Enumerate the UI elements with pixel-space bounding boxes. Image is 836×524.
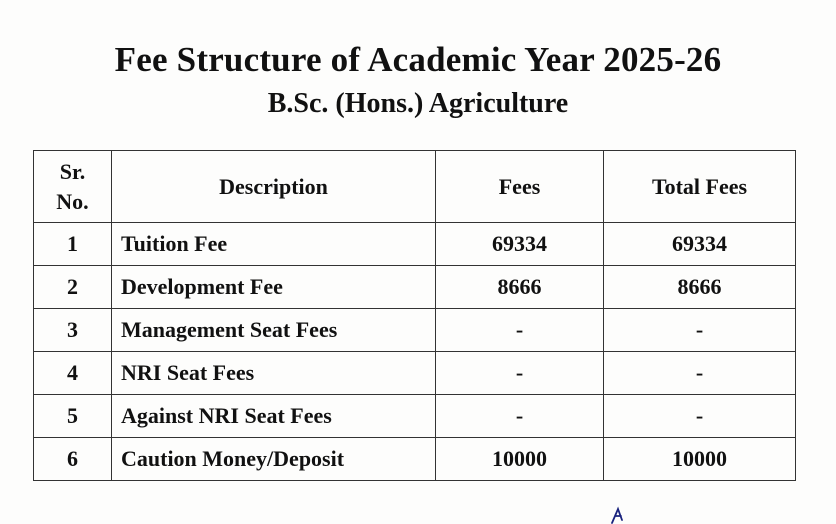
row-fees: - [436,395,604,438]
signature-mark [610,506,640,524]
row-sr: 2 [34,266,112,309]
row-description: Tuition Fee [112,223,436,266]
row-description: Caution Money/Deposit [112,438,436,481]
header-total-fees: Total Fees [604,151,796,223]
header-sr-line2: No. [56,188,89,214]
row-description: Development Fee [112,266,436,309]
row-total: - [604,309,796,352]
header-sr-line1: Sr. [59,158,86,184]
row-fees: - [436,352,604,395]
row-sr: 5 [34,395,112,438]
row-fees: 69334 [436,223,604,266]
table-header-row [34,151,796,223]
header-sr-no [34,151,112,223]
row-fees: 8666 [436,266,604,309]
row-sr: 3 [34,309,112,352]
row-sr: 6 [34,438,112,481]
table-row [34,266,796,309]
row-fees: - [436,309,604,352]
table-row [34,309,796,352]
row-description: Against NRI Seat Fees [112,395,436,438]
header-fees: Fees [436,151,604,223]
table-row [34,438,796,481]
row-total: 10000 [604,438,796,481]
table-row [34,395,796,438]
row-fees: 10000 [436,438,604,481]
row-total: 69334 [604,223,796,266]
page-title: Fee Structure of Academic Year 2025-26 [114,40,722,79]
row-description: Management Seat Fees [112,309,436,352]
row-sr: 1 [34,223,112,266]
row-total: - [604,352,796,395]
header-description: Description [112,151,436,223]
row-sr: 4 [34,352,112,395]
course-subtitle: B.Sc. (Hons.) Agriculture [267,88,569,119]
row-total: 8666 [604,266,796,309]
row-description: NRI Seat Fees [112,352,436,395]
fee-table [33,150,796,481]
table-row [34,352,796,395]
row-total: - [604,395,796,438]
table-row [34,223,796,266]
